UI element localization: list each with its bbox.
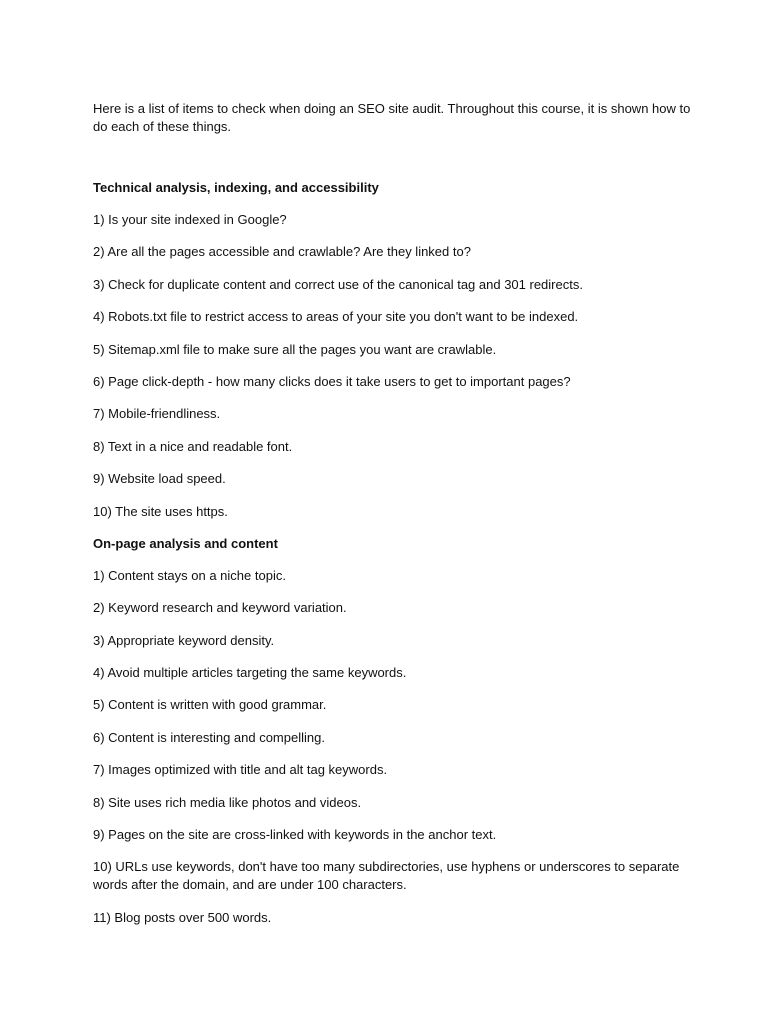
list-item: 5) Content is written with good grammar. bbox=[93, 697, 327, 713]
list-item: 4) Avoid multiple articles targeting the same keywords. bbox=[93, 665, 407, 681]
list-item: 5) Sitemap.xml file to make sure all the pages you want are crawlable. bbox=[93, 341, 497, 357]
checklist-technical bbox=[93, 211, 693, 521]
section-technical bbox=[93, 179, 693, 521]
list-item: 9) Pages on the site are cross-linked with keywords in the anchor text. bbox=[93, 827, 497, 843]
intro-paragraph: Here is a list of items to check when doing an SEO site audit. Throughout this course, it is shown how to do each of these things. bbox=[93, 101, 691, 134]
list-item: 8) Site uses rich media like photos and videos. bbox=[93, 794, 362, 810]
list-item: 6) Content is interesting and compelling. bbox=[93, 729, 325, 745]
list-item: 1) Content stays on a niche topic. bbox=[93, 567, 286, 583]
list-item: 2) Are all the pages accessible and crawlable? Are they linked to? bbox=[93, 244, 471, 260]
list-item: 10) The site uses https. bbox=[93, 503, 228, 519]
list-item: 11) Blog posts over 500 words. bbox=[93, 909, 272, 925]
document-body bbox=[93, 100, 693, 941]
list-item: 9) Website load speed. bbox=[93, 471, 226, 487]
list-item: 1) Is your site indexed in Google? bbox=[93, 212, 287, 227]
section-on-page bbox=[93, 535, 693, 927]
section-heading: On-page analysis and content bbox=[93, 535, 278, 551]
list-item: 6) Page click-depth - how many clicks does it take users to get to important pages? bbox=[93, 373, 571, 389]
list-item: 7) Mobile-friendliness. bbox=[93, 406, 221, 422]
section-heading: Technical analysis, indexing, and accessibility bbox=[93, 180, 379, 195]
list-item: 3) Check for duplicate content and correct use of the canonical tag and 301 redirects. bbox=[93, 276, 583, 292]
list-item: 10) URLs use keywords, don't have too many subdirectories, use hyphens or underscores to separate words after the domain, and are under 100 characters. bbox=[93, 859, 680, 893]
list-item: 4) Robots.txt file to restrict access to areas of your site you don't want to be indexed. bbox=[93, 309, 579, 325]
list-item: 3) Appropriate keyword density. bbox=[93, 632, 275, 648]
checklist-on-page bbox=[93, 567, 693, 927]
list-item: 8) Text in a nice and readable font. bbox=[93, 438, 293, 454]
list-item: 7) Images optimized with title and alt tag keywords. bbox=[93, 762, 388, 778]
list-item: 2) Keyword research and keyword variation. bbox=[93, 600, 347, 616]
